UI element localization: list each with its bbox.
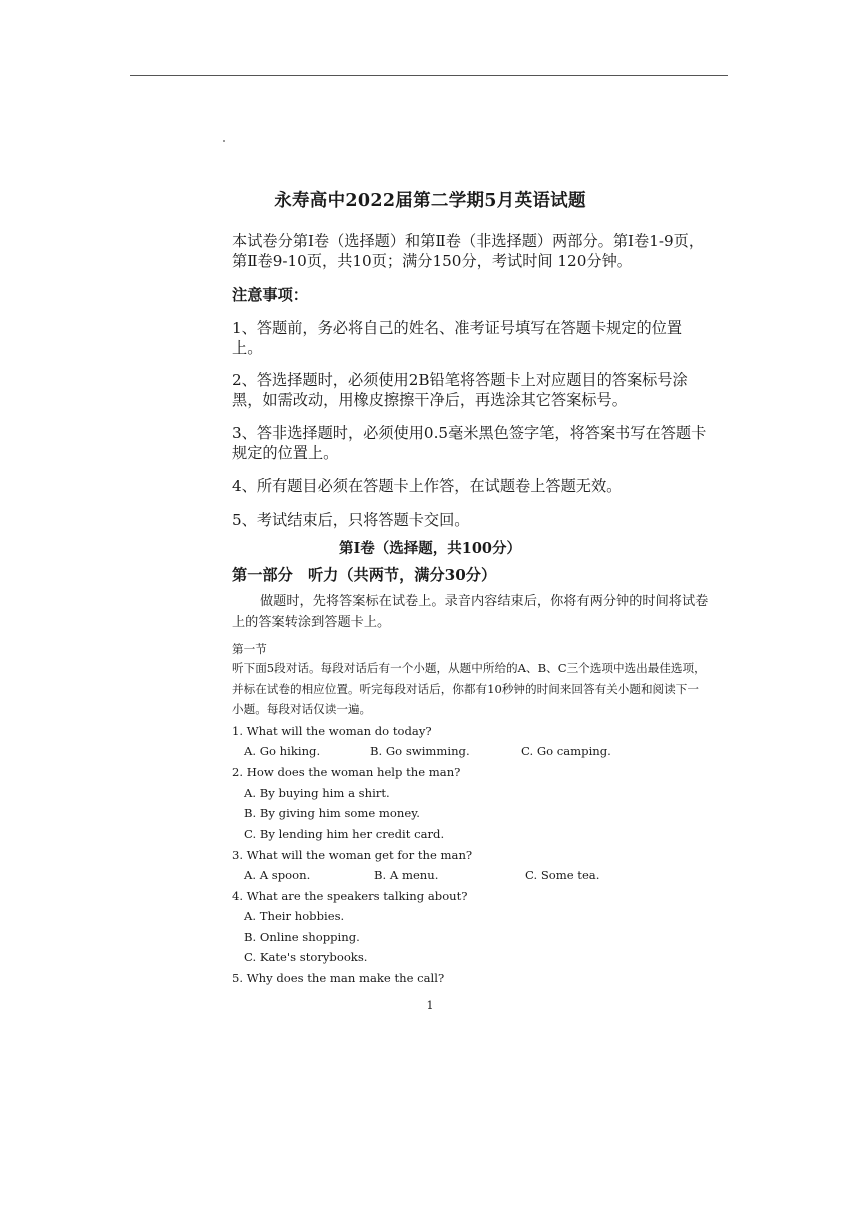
question-stem: 5. Why does the man make the call? <box>232 971 445 985</box>
note-item-4: 4、所有题目必须在答题卡上作答，在试题卷上答题无效。 <box>232 477 622 495</box>
section-label: 第一节 <box>232 642 267 656</box>
note-item-3: 3、答非选择题时，必须使用0.5毫米黑色签字笔，将答案书写在答题卡规定的位置上。 <box>232 424 707 462</box>
option-c: C. Go camping. <box>521 744 611 758</box>
option-a: A. Go hiking. <box>244 744 321 758</box>
page-number: 1 <box>426 999 434 1012</box>
note-item-5: 5、考试结束后，只将答题卡交回。 <box>232 511 470 529</box>
question-stem: 3. What will the woman get for the man? <box>232 848 473 862</box>
volume-heading: 第Ⅰ卷（选择题，共100分） <box>338 540 522 557</box>
option-a: A. A spoon. <box>244 868 311 882</box>
option-c: C. By lending him her credit card. <box>244 827 445 841</box>
notes-heading: 注意事项： <box>232 286 308 304</box>
section-instruction: 听下面5段对话。每段对话后有一个小题，从题中所给的A、B、C三个选项中选出最佳选项，并标在试卷的相应位置。听完每段对话后，你都有10秒钟的时间来回答有关小题和阅读下一小题。每段对话仅读一遍。 <box>232 661 706 716</box>
scan-speck <box>223 140 225 142</box>
option-c: C. Kate's storybooks. <box>244 950 368 964</box>
part-heading: 第一部分 听力（共两节，满分30分） <box>232 566 497 584</box>
question-stem: 2. How does the woman help the man? <box>232 765 461 779</box>
header-rule <box>130 75 728 76</box>
part-instruction: 做题时，先将答案标在试卷上。录音内容结束后，你将有两分钟的时间将试卷上的答案转涂到答题卡上。 <box>232 594 709 630</box>
option-a: A. By buying him a shirt. <box>244 786 390 800</box>
note-item-1: 1、答题前，务必将自己的姓名、准考证号填写在答题卡规定的位置上。 <box>232 319 683 357</box>
option-a: A. Their hobbies. <box>244 909 345 923</box>
question-stem: 1. What will the woman do today? <box>232 724 432 738</box>
question-stem: 4. What are the speakers talking about? <box>232 889 468 903</box>
option-c: C. Some tea. <box>525 868 600 882</box>
intro-paragraph: 本试卷分第Ⅰ卷（选择题）和第Ⅱ卷（非选择题）两部分。第Ⅰ卷1-9页，第Ⅱ卷9-10页，共10页；满分150分，考试时间 120分钟。 <box>232 232 705 270</box>
option-b: B. By giving him some money. <box>244 806 420 820</box>
option-b: B. Go swimming. <box>370 744 470 758</box>
option-b: B. Online shopping. <box>244 930 360 944</box>
note-item-2: 2、答选择题时，必须使用2B铅笔将答题卡上对应题目的答案标号涂黑，如需改动，用橡皮擦擦干净后，再选涂其它答案标号。 <box>232 371 688 409</box>
option-b: B. A menu. <box>374 868 439 882</box>
page-title: 永寿高中2022届第二学期5月英语试题 <box>274 191 586 211</box>
